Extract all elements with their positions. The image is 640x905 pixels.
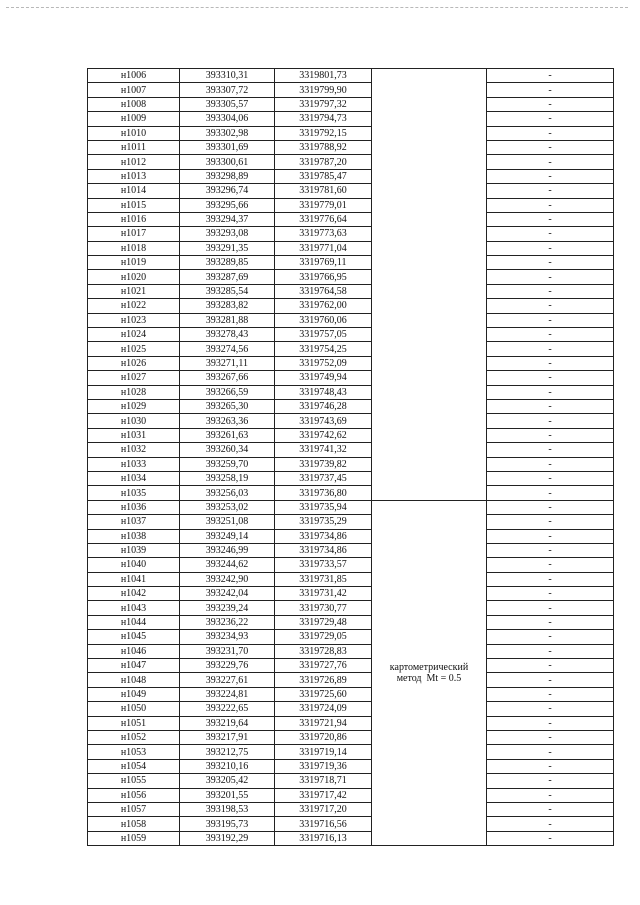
point-id-cell: н1033	[88, 457, 180, 471]
x-coordinate-cell: 393224,81	[180, 687, 275, 701]
y-coordinate-cell: 3319788,92	[275, 140, 372, 154]
y-coordinate-cell: 3319749,94	[275, 371, 372, 385]
point-id-cell: н1044	[88, 615, 180, 629]
x-coordinate-cell: 393244,62	[180, 558, 275, 572]
dash-cell: -	[487, 817, 614, 831]
dash-cell: -	[487, 558, 614, 572]
table-row	[88, 759, 614, 773]
dash-cell: -	[487, 241, 614, 255]
x-coordinate-cell: 393310,31	[180, 69, 275, 83]
point-id-cell: н1054	[88, 759, 180, 773]
table-row	[88, 673, 614, 687]
x-coordinate-cell: 393307,72	[180, 83, 275, 97]
x-coordinate-cell: 393283,82	[180, 299, 275, 313]
x-coordinate-cell: 393301,69	[180, 140, 275, 154]
y-coordinate-cell: 3319769,11	[275, 256, 372, 270]
y-coordinate-cell: 3319754,25	[275, 342, 372, 356]
point-id-cell: н1058	[88, 817, 180, 831]
dash-cell: -	[487, 399, 614, 413]
y-coordinate-cell: 3319771,04	[275, 241, 372, 255]
x-coordinate-cell: 393251,08	[180, 515, 275, 529]
point-id-cell: н1012	[88, 155, 180, 169]
point-id-cell: н1037	[88, 515, 180, 529]
table-row	[88, 328, 614, 342]
point-id-cell: н1008	[88, 97, 180, 111]
dash-cell: -	[487, 371, 614, 385]
y-coordinate-cell: 3319716,56	[275, 817, 372, 831]
dash-cell: -	[487, 198, 614, 212]
table-row	[88, 212, 614, 226]
y-coordinate-cell: 3319794,73	[275, 112, 372, 126]
x-coordinate-cell: 393231,70	[180, 644, 275, 658]
y-coordinate-cell: 3319734,86	[275, 529, 372, 543]
x-coordinate-cell: 393266,59	[180, 385, 275, 399]
x-coordinate-cell: 393205,42	[180, 774, 275, 788]
point-id-cell: н1016	[88, 212, 180, 226]
point-id-cell: н1024	[88, 328, 180, 342]
point-id-cell: н1023	[88, 313, 180, 327]
x-coordinate-cell: 393256,03	[180, 486, 275, 500]
y-coordinate-cell: 3319719,36	[275, 759, 372, 773]
y-coordinate-cell: 3319729,48	[275, 615, 372, 629]
y-coordinate-cell: 3319748,43	[275, 385, 372, 399]
x-coordinate-cell: 393212,75	[180, 745, 275, 759]
point-id-cell: н1038	[88, 529, 180, 543]
table-row	[88, 486, 614, 500]
table-row	[88, 774, 614, 788]
table-row	[88, 313, 614, 327]
dash-cell: -	[487, 270, 614, 284]
table-row	[88, 601, 614, 615]
point-id-cell: н1032	[88, 443, 180, 457]
table-row	[88, 817, 614, 831]
table-row	[88, 587, 614, 601]
table-row	[88, 155, 614, 169]
table-row	[88, 83, 614, 97]
point-id-cell: н1039	[88, 543, 180, 557]
dash-cell: -	[487, 572, 614, 586]
y-coordinate-cell: 3319773,63	[275, 227, 372, 241]
dash-cell: -	[487, 184, 614, 198]
y-coordinate-cell: 3319737,45	[275, 471, 372, 485]
y-coordinate-cell: 3319731,85	[275, 572, 372, 586]
x-coordinate-cell: 393294,37	[180, 212, 275, 226]
table-row	[88, 615, 614, 629]
table-row	[88, 399, 614, 413]
table-row	[88, 256, 614, 270]
dash-cell: -	[487, 673, 614, 687]
table-row	[88, 745, 614, 759]
x-coordinate-cell: 393298,89	[180, 169, 275, 183]
point-id-cell: н1035	[88, 486, 180, 500]
y-coordinate-cell: 3319762,00	[275, 299, 372, 313]
dash-cell: -	[487, 112, 614, 126]
y-coordinate-cell: 3319734,86	[275, 543, 372, 557]
dash-cell: -	[487, 759, 614, 773]
table-row	[88, 831, 614, 845]
dash-cell: -	[487, 644, 614, 658]
x-coordinate-cell: 393227,61	[180, 673, 275, 687]
table-row	[88, 414, 614, 428]
dash-cell: -	[487, 587, 614, 601]
point-id-cell: н1015	[88, 198, 180, 212]
dash-cell: -	[487, 730, 614, 744]
point-id-cell: н1055	[88, 774, 180, 788]
y-coordinate-cell: 3319736,80	[275, 486, 372, 500]
table-row	[88, 428, 614, 442]
x-coordinate-cell: 393300,61	[180, 155, 275, 169]
x-coordinate-cell: 393258,19	[180, 471, 275, 485]
dash-cell: -	[487, 69, 614, 83]
table-row	[88, 184, 614, 198]
point-id-cell: н1022	[88, 299, 180, 313]
x-coordinate-cell: 393259,70	[180, 457, 275, 471]
method-text-line2: метод Mt = 0.5	[396, 672, 462, 684]
table-row	[88, 500, 614, 514]
x-coordinate-cell: 393210,16	[180, 759, 275, 773]
dash-cell: -	[487, 601, 614, 615]
point-id-cell: н1042	[88, 587, 180, 601]
x-coordinate-cell: 393281,88	[180, 313, 275, 327]
dash-cell: -	[487, 385, 614, 399]
point-id-cell: н1006	[88, 69, 180, 83]
x-coordinate-cell: 393201,55	[180, 788, 275, 802]
dash-cell: -	[487, 83, 614, 97]
dash-cell: -	[487, 745, 614, 759]
dash-cell: -	[487, 471, 614, 485]
x-coordinate-cell: 393236,22	[180, 615, 275, 629]
dash-cell: -	[487, 802, 614, 816]
y-coordinate-cell: 3319716,13	[275, 831, 372, 845]
point-id-cell: н1019	[88, 256, 180, 270]
dash-cell: -	[487, 313, 614, 327]
x-coordinate-cell: 393198,53	[180, 802, 275, 816]
table-row	[88, 198, 614, 212]
table-row	[88, 241, 614, 255]
table-row	[88, 572, 614, 586]
coordinates-table	[87, 68, 614, 846]
table-row	[88, 443, 614, 457]
dash-cell: -	[487, 227, 614, 241]
y-coordinate-cell: 3319728,83	[275, 644, 372, 658]
y-coordinate-cell: 3319726,89	[275, 673, 372, 687]
table-row	[88, 371, 614, 385]
dash-cell: -	[487, 659, 614, 673]
x-coordinate-cell: 393289,85	[180, 256, 275, 270]
y-coordinate-cell: 3319797,32	[275, 97, 372, 111]
table-row	[88, 126, 614, 140]
dash-cell: -	[487, 342, 614, 356]
dash-cell: -	[487, 774, 614, 788]
table-row	[88, 385, 614, 399]
x-coordinate-cell: 393234,93	[180, 630, 275, 644]
point-id-cell: н1056	[88, 788, 180, 802]
point-id-cell: н1043	[88, 601, 180, 615]
point-id-cell: н1028	[88, 385, 180, 399]
x-coordinate-cell: 393229,76	[180, 659, 275, 673]
dash-cell: -	[487, 97, 614, 111]
dash-cell: -	[487, 486, 614, 500]
point-id-cell: н1030	[88, 414, 180, 428]
y-coordinate-cell: 3319735,29	[275, 515, 372, 529]
dash-cell: -	[487, 284, 614, 298]
table-row	[88, 169, 614, 183]
dash-cell: -	[487, 500, 614, 514]
table-row	[88, 687, 614, 701]
table-row	[88, 802, 614, 816]
y-coordinate-cell: 3319718,71	[275, 774, 372, 788]
y-coordinate-cell: 3319717,42	[275, 788, 372, 802]
x-coordinate-cell: 393242,04	[180, 587, 275, 601]
dash-cell: -	[487, 529, 614, 543]
x-coordinate-cell: 393261,63	[180, 428, 275, 442]
y-coordinate-cell: 3319739,82	[275, 457, 372, 471]
y-coordinate-cell: 3319742,62	[275, 428, 372, 442]
point-id-cell: н1009	[88, 112, 180, 126]
point-id-cell: н1021	[88, 284, 180, 298]
table-row	[88, 140, 614, 154]
table-row	[88, 515, 614, 529]
point-id-cell: н1046	[88, 644, 180, 658]
y-coordinate-cell: 3319721,94	[275, 716, 372, 730]
dash-cell: -	[487, 687, 614, 701]
dash-cell: -	[487, 212, 614, 226]
dash-cell: -	[487, 615, 614, 629]
y-coordinate-cell: 3319779,01	[275, 198, 372, 212]
point-id-cell: н1052	[88, 730, 180, 744]
x-coordinate-cell: 393253,02	[180, 500, 275, 514]
x-coordinate-cell: 393274,56	[180, 342, 275, 356]
dash-cell: -	[487, 140, 614, 154]
x-coordinate-cell: 393219,64	[180, 716, 275, 730]
point-id-cell: н1017	[88, 227, 180, 241]
point-id-cell: н1031	[88, 428, 180, 442]
dash-cell: -	[487, 831, 614, 845]
method-text-line1: картометрический	[389, 661, 469, 673]
y-coordinate-cell: 3319746,28	[275, 399, 372, 413]
dash-cell: -	[487, 155, 614, 169]
y-coordinate-cell: 3319719,14	[275, 745, 372, 759]
dash-cell: -	[487, 515, 614, 529]
x-coordinate-cell: 393305,57	[180, 97, 275, 111]
y-coordinate-cell: 3319787,20	[275, 155, 372, 169]
table-row	[88, 457, 614, 471]
x-coordinate-cell: 393246,99	[180, 543, 275, 557]
point-id-cell: н1013	[88, 169, 180, 183]
y-coordinate-cell: 3319801,73	[275, 69, 372, 83]
dash-cell: -	[487, 702, 614, 716]
point-id-cell: н1048	[88, 673, 180, 687]
point-id-cell: н1025	[88, 342, 180, 356]
y-coordinate-cell: 3319752,09	[275, 356, 372, 370]
y-coordinate-cell: 3319741,32	[275, 443, 372, 457]
dash-cell: -	[487, 414, 614, 428]
y-coordinate-cell: 3319785,47	[275, 169, 372, 183]
y-coordinate-cell: 3319730,77	[275, 601, 372, 615]
y-coordinate-cell: 3319799,90	[275, 83, 372, 97]
table-row	[88, 702, 614, 716]
table-row	[88, 659, 614, 673]
y-coordinate-cell: 3319735,94	[275, 500, 372, 514]
x-coordinate-cell: 393242,90	[180, 572, 275, 586]
table-row	[88, 299, 614, 313]
y-coordinate-cell: 3319733,57	[275, 558, 372, 572]
y-coordinate-cell: 3319792,15	[275, 126, 372, 140]
x-coordinate-cell: 393239,24	[180, 601, 275, 615]
coordinates-table-body	[88, 69, 614, 846]
method-cell-empty	[372, 69, 487, 501]
x-coordinate-cell: 393265,30	[180, 399, 275, 413]
x-coordinate-cell: 393302,98	[180, 126, 275, 140]
point-id-cell: н1036	[88, 500, 180, 514]
x-coordinate-cell: 393285,54	[180, 284, 275, 298]
point-id-cell: н1011	[88, 140, 180, 154]
point-id-cell: н1007	[88, 83, 180, 97]
table-row	[88, 356, 614, 370]
y-coordinate-cell: 3319757,05	[275, 328, 372, 342]
point-id-cell: н1057	[88, 802, 180, 816]
x-coordinate-cell: 393260,34	[180, 443, 275, 457]
table-row	[88, 730, 614, 744]
table-row	[88, 788, 614, 802]
point-id-cell: н1053	[88, 745, 180, 759]
x-coordinate-cell: 393291,35	[180, 241, 275, 255]
table-row	[88, 284, 614, 298]
x-coordinate-cell: 393287,69	[180, 270, 275, 284]
dash-cell: -	[487, 428, 614, 442]
table-row	[88, 558, 614, 572]
point-id-cell: н1040	[88, 558, 180, 572]
table-row	[88, 69, 614, 83]
table-row	[88, 227, 614, 241]
y-coordinate-cell: 3319776,64	[275, 212, 372, 226]
dash-cell: -	[487, 443, 614, 457]
table-row	[88, 342, 614, 356]
point-id-cell: н1041	[88, 572, 180, 586]
dash-cell: -	[487, 169, 614, 183]
point-id-cell: н1034	[88, 471, 180, 485]
point-id-cell: н1050	[88, 702, 180, 716]
table-row	[88, 630, 614, 644]
x-coordinate-cell: 393304,06	[180, 112, 275, 126]
y-coordinate-cell: 3319781,60	[275, 184, 372, 198]
y-coordinate-cell: 3319720,86	[275, 730, 372, 744]
dash-cell: -	[487, 126, 614, 140]
x-coordinate-cell: 393271,11	[180, 356, 275, 370]
y-coordinate-cell: 3319717,20	[275, 802, 372, 816]
dash-cell: -	[487, 543, 614, 557]
y-coordinate-cell: 3319727,76	[275, 659, 372, 673]
table-row	[88, 716, 614, 730]
table-row	[88, 529, 614, 543]
point-id-cell: н1049	[88, 687, 180, 701]
page-top-rule	[6, 7, 628, 8]
x-coordinate-cell: 393295,66	[180, 198, 275, 212]
x-coordinate-cell: 393296,74	[180, 184, 275, 198]
point-id-cell: н1051	[88, 716, 180, 730]
point-id-cell: н1027	[88, 371, 180, 385]
point-id-cell: н1010	[88, 126, 180, 140]
point-id-cell: н1018	[88, 241, 180, 255]
y-coordinate-cell: 3319760,06	[275, 313, 372, 327]
point-id-cell: н1026	[88, 356, 180, 370]
y-coordinate-cell: 3319743,69	[275, 414, 372, 428]
table-row	[88, 543, 614, 557]
dash-cell: -	[487, 328, 614, 342]
point-id-cell: н1059	[88, 831, 180, 845]
point-id-cell: н1029	[88, 399, 180, 413]
table-row	[88, 270, 614, 284]
point-id-cell: н1014	[88, 184, 180, 198]
y-coordinate-cell: 3319729,05	[275, 630, 372, 644]
dash-cell: -	[487, 457, 614, 471]
y-coordinate-cell: 3319731,42	[275, 587, 372, 601]
y-coordinate-cell: 3319724,09	[275, 702, 372, 716]
x-coordinate-cell: 393222,65	[180, 702, 275, 716]
y-coordinate-cell: 3319764,58	[275, 284, 372, 298]
dash-cell: -	[487, 630, 614, 644]
table-row	[88, 644, 614, 658]
dash-cell: -	[487, 299, 614, 313]
y-coordinate-cell: 3319766,95	[275, 270, 372, 284]
x-coordinate-cell: 393249,14	[180, 529, 275, 543]
point-id-cell: н1020	[88, 270, 180, 284]
x-coordinate-cell: 393263,36	[180, 414, 275, 428]
x-coordinate-cell: 393192,29	[180, 831, 275, 845]
x-coordinate-cell: 393278,43	[180, 328, 275, 342]
table-row	[88, 471, 614, 485]
dash-cell: -	[487, 256, 614, 270]
x-coordinate-cell: 393293,08	[180, 227, 275, 241]
table-row	[88, 97, 614, 111]
dash-cell: -	[487, 788, 614, 802]
x-coordinate-cell: 393267,66	[180, 371, 275, 385]
y-coordinate-cell: 3319725,60	[275, 687, 372, 701]
point-id-cell: н1047	[88, 659, 180, 673]
x-coordinate-cell: 393195,73	[180, 817, 275, 831]
method-cell	[372, 500, 487, 845]
table-row	[88, 112, 614, 126]
dash-cell: -	[487, 716, 614, 730]
point-id-cell: н1045	[88, 630, 180, 644]
dash-cell: -	[487, 356, 614, 370]
x-coordinate-cell: 393217,91	[180, 730, 275, 744]
